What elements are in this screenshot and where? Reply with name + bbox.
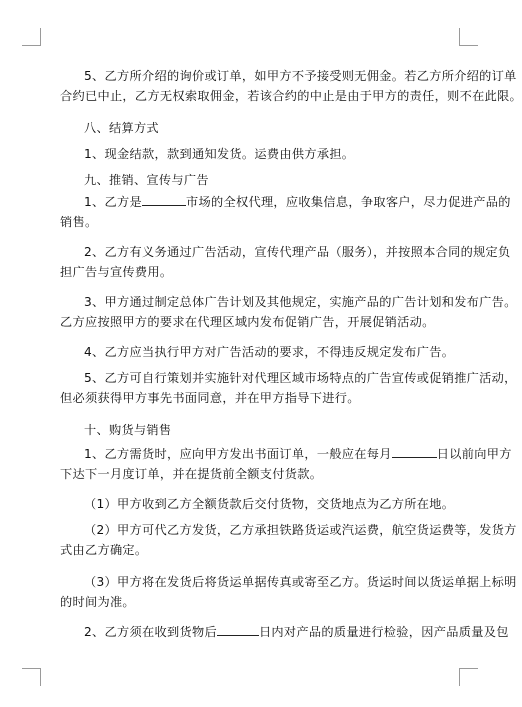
section-heading-purchase-sales xyxy=(60,420,444,440)
text-line: （2）甲方可代乙方发货，乙方承担铁路货运或汽运费，航空货运费等，发货方 xyxy=(84,523,517,537)
text-line: 担广告与宣传费用。 xyxy=(60,265,173,279)
text-line: 5、乙方可自行策划并实施针对代理区域市场特点的广告宣传或促销推广活动， xyxy=(84,371,517,385)
text-line: 但必须获得甲方事先书面同意，并在甲方指导下进行。 xyxy=(60,391,360,405)
text-fragment: 2、乙方须在收到货物后 xyxy=(84,625,217,639)
paragraph-delivery-point xyxy=(60,494,455,514)
paragraph-advertising-plan xyxy=(60,292,517,332)
paragraph-advertising-duty xyxy=(60,242,511,282)
text-line: 式由乙方确定。 xyxy=(60,543,148,557)
crop-mark-top-left-h xyxy=(22,45,41,46)
paragraph-exclusive-agent xyxy=(60,192,511,232)
text-line: 乙方应按照甲方的要求在代理区域内发布促销广告，开展促销活动。 xyxy=(60,315,435,329)
fill-in-blank-day[interactable] xyxy=(392,444,437,458)
text-line: 下达下一月度订单，并在提货前全额支付货款。 xyxy=(60,467,323,481)
paragraph-shipping-method xyxy=(60,520,517,560)
text-line: 合约已中止，乙方无权索取佣金，若该合约的中止是由于甲方的责任，则不在此限。 xyxy=(60,89,522,103)
heading-text: 八、结算方式 xyxy=(84,121,159,135)
text-line: 的时间为准。 xyxy=(60,595,135,609)
text-line xyxy=(60,192,511,212)
paragraph-cash-settlement xyxy=(60,144,444,164)
crop-mark-top-left-v xyxy=(40,28,41,46)
text-line: （3）甲方将在发货后将货运单据传真或寄至乙方。货运时间以货运单据上标明 xyxy=(84,575,517,589)
crop-mark-top-right-h xyxy=(459,45,478,46)
crop-mark-top-right-v xyxy=(459,28,460,46)
text-line: 1、现金结款，款到通知发货。运费由供方承担。 xyxy=(84,147,355,161)
text-fragment: 日内对产品的质量进行检验，因产品质量及包 xyxy=(258,625,509,639)
section-heading-promotion xyxy=(60,170,444,190)
fill-in-blank-market[interactable] xyxy=(142,192,186,206)
paragraph-advertising-rules xyxy=(60,342,455,362)
crop-mark-bottom-right-h xyxy=(459,668,478,669)
paragraph-purchase-order xyxy=(60,444,512,484)
text-line xyxy=(60,444,512,464)
text-fragment: 1、乙方是 xyxy=(84,195,143,209)
text-fragment: 1、乙方需货时，应向甲方发出书面订单，一般应在每月 xyxy=(84,447,392,461)
section-heading-settlement xyxy=(60,118,444,138)
text-line: 销售。 xyxy=(60,215,98,229)
text-line: （1）甲方收到乙方全额货款后交付货物，交货地点为乙方所在地。 xyxy=(84,497,455,511)
text-line: 2、乙方有义务通过广告活动，宣传代理产品（服务），并按照本合同的规定负 xyxy=(84,245,511,259)
crop-mark-bottom-right-v xyxy=(459,668,460,686)
paragraph-quality-inspection xyxy=(60,622,509,642)
text-line: 5、乙方所介绍的询价或订单，如甲方不予接受则无佣金。若乙方所介绍的订单 xyxy=(84,69,517,83)
paragraph-commission-terms xyxy=(60,66,522,106)
text-fragment: 日以前向甲方 xyxy=(436,447,512,461)
crop-mark-bottom-left-h xyxy=(22,668,41,669)
heading-text: 九、推销、宣传与广告 xyxy=(84,173,209,187)
crop-mark-bottom-left-v xyxy=(40,668,41,686)
paragraph-own-promotion xyxy=(60,368,517,408)
heading-text: 十、购货与销售 xyxy=(84,423,172,437)
paragraph-shipping-documents xyxy=(60,572,517,612)
text-line: 3、甲方通过制定总体广告计划及其他规定，实施产品的广告计划和发布广告。 xyxy=(84,295,517,309)
text-fragment: 市场的全权代理，应收集信息，争取客户，尽力促进产品的 xyxy=(186,195,511,209)
text-line xyxy=(60,622,509,642)
fill-in-blank-days[interactable] xyxy=(217,622,259,636)
text-line: 4、乙方应当执行甲方对广告活动的要求，不得违反规定发布广告。 xyxy=(84,345,455,359)
